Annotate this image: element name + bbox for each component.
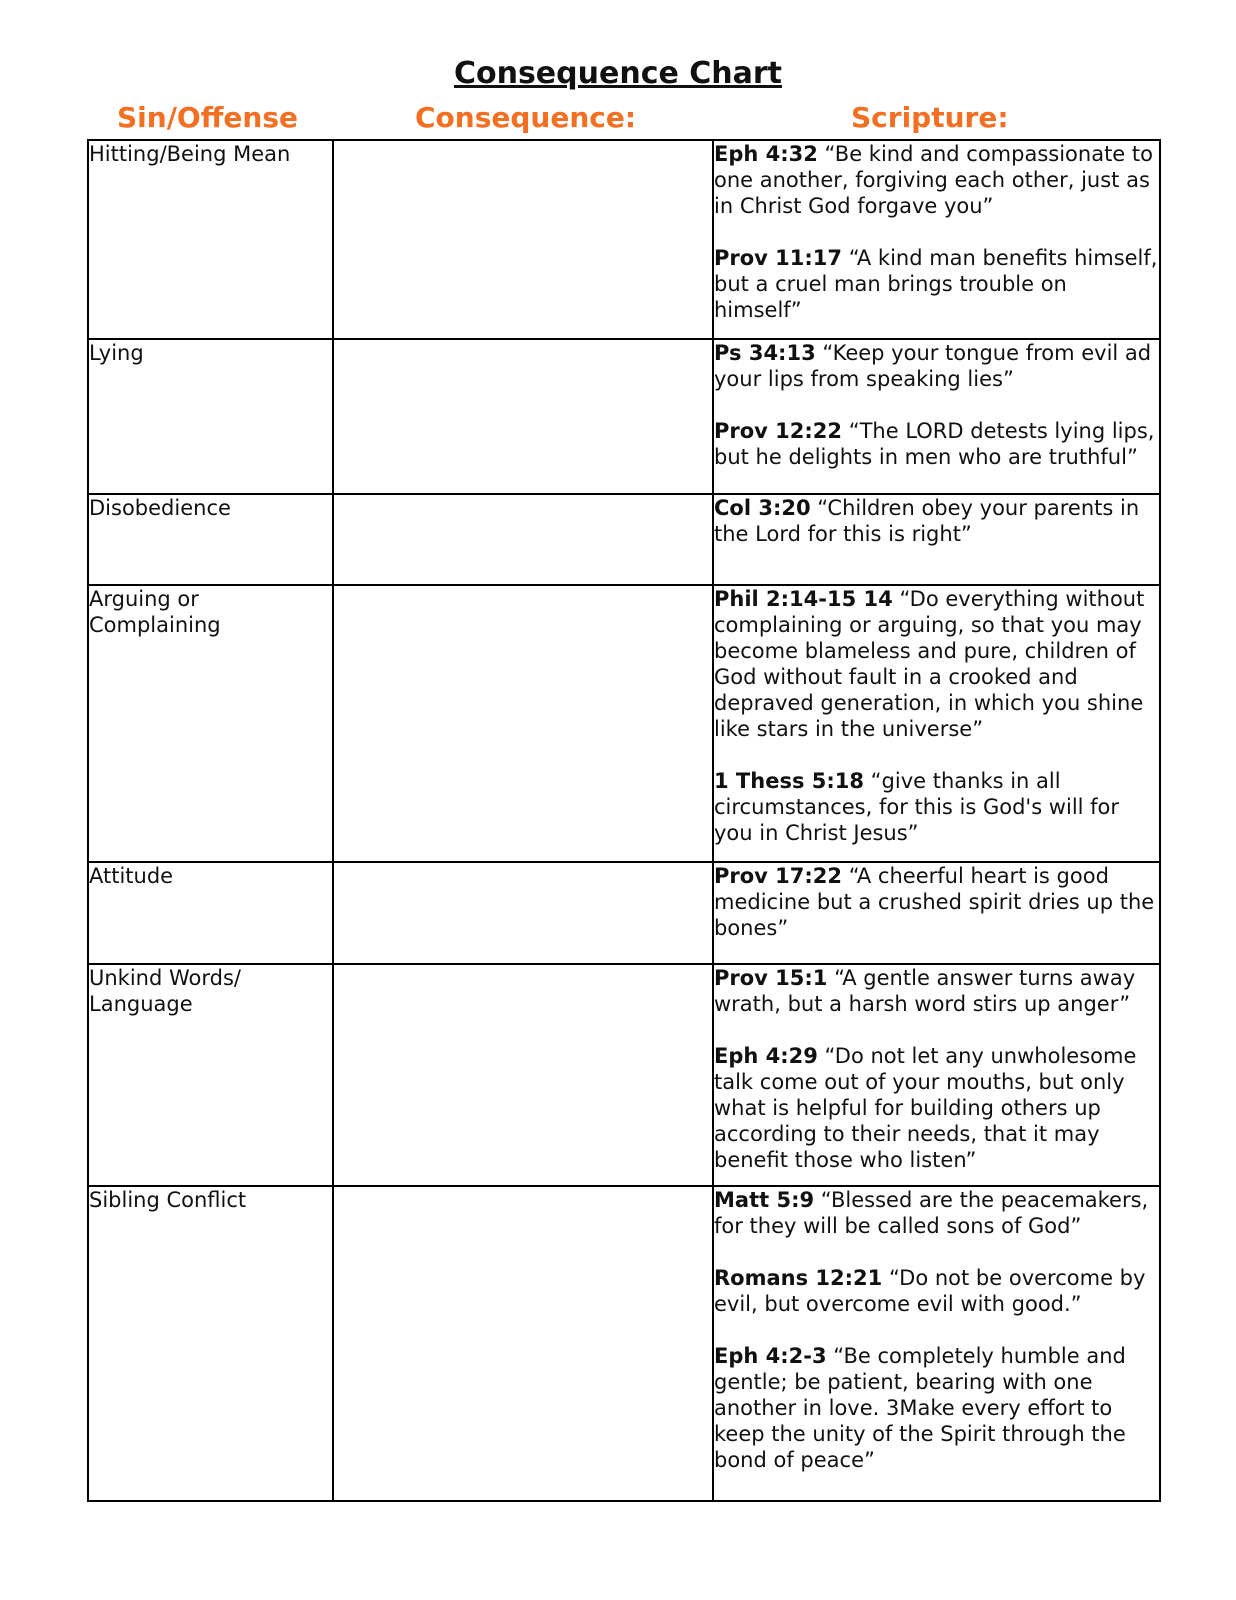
verse	[714, 1043, 1159, 1173]
column-headers	[88, 101, 1160, 139]
scripture-cell	[713, 494, 1160, 585]
verse-text: “Do not let any unwholesome talk come out of your mouths, but only what is helpful for building others up according to their needs, that it may benefit those who listen”	[714, 1044, 1137, 1172]
offense-cell: Arguing or Complaining	[88, 585, 333, 862]
verse-text: “Do everything without complaining or arguing, so that you may become blameless and pure, children of God without fault in a crooked and depraved generation, in which you shine like stars in the universe”	[714, 587, 1145, 741]
verse-text: “Do not be overcome by evil, but overcome evil with good.”	[714, 1266, 1146, 1316]
table-row	[88, 1186, 1160, 1501]
verse-text: “The LORD detests lying lips, but he delights in men who are truthful”	[714, 419, 1155, 469]
verse	[714, 863, 1159, 941]
offense-cell: Unkind Words/ Language	[88, 964, 333, 1186]
verse	[714, 965, 1159, 1017]
verse-reference: Ps 34:13	[714, 341, 816, 365]
scripture-cell	[713, 862, 1160, 964]
consequence-cell[interactable]	[333, 339, 713, 494]
verse-text: “Be completely humble and gentle; be patient, bearing with one another in love. 3Make every effort to keep the unity of the Spirit through the bond of peace”	[714, 1344, 1126, 1472]
verse	[714, 768, 1159, 846]
table-row	[88, 339, 1160, 494]
scripture-cell	[713, 964, 1160, 1186]
consequence-cell[interactable]	[333, 1186, 713, 1501]
verse-text: “Blessed are the peacemakers, for they will be called sons of God”	[714, 1188, 1149, 1238]
table-row	[88, 494, 1160, 585]
header-sin-offense: Sin/Offense	[117, 101, 298, 134]
verse-reference: Eph 4:32	[714, 142, 818, 166]
verse-text: “A kind man benefits himself, but a cruel man brings trouble on himself”	[714, 246, 1158, 322]
table-row	[88, 964, 1160, 1186]
scripture-cell	[713, 585, 1160, 862]
verse	[714, 586, 1159, 742]
verse	[714, 495, 1159, 547]
consequence-cell[interactable]	[333, 862, 713, 964]
verse-reference: Prov 11:17	[714, 246, 843, 270]
offense-cell: Hitting/Being Mean	[88, 140, 333, 339]
verse	[714, 418, 1159, 470]
verse-text: “Children obey your parents in the Lord for this is right”	[714, 496, 1140, 546]
verse-reference: Eph 4:29	[714, 1044, 818, 1068]
verse-reference: Prov 12:22	[714, 419, 843, 443]
verse-text: “give thanks in all circumstances, for this is God's will for you in Christ Jesus”	[714, 769, 1120, 845]
verse	[714, 1265, 1159, 1317]
verse-reference: Matt 5:9	[714, 1188, 815, 1212]
verse	[714, 245, 1159, 323]
verse-reference: Eph 4:2-3	[714, 1344, 827, 1368]
verse-reference: Col 3:20	[714, 496, 811, 520]
verse	[714, 1187, 1159, 1239]
consequence-cell[interactable]	[333, 964, 713, 1186]
offense-cell: Attitude	[88, 862, 333, 964]
header-scripture: Scripture:	[851, 101, 1009, 134]
scripture-cell	[713, 339, 1160, 494]
verse-text: “Keep your tongue from evil ad your lips from speaking lies”	[714, 341, 1152, 391]
table-row	[88, 862, 1160, 964]
header-consequence: Consequence:	[415, 101, 637, 134]
scripture-cell	[713, 1186, 1160, 1501]
verse	[714, 141, 1159, 219]
consequence-cell[interactable]	[333, 140, 713, 339]
page-title: Consequence Chart	[453, 56, 783, 91]
offense-cell: Disobedience	[88, 494, 333, 585]
verse-reference: Romans 12:21	[714, 1266, 883, 1290]
table-row	[88, 140, 1160, 339]
verse-text: “A cheerful heart is good medicine but a crushed spirit dries up the bones”	[714, 864, 1155, 940]
offense-cell: Lying	[88, 339, 333, 494]
verse	[714, 340, 1159, 392]
verse-text: “Be kind and compassionate to one another, forgiving each other, just as in Christ God forgave you”	[714, 142, 1153, 218]
verse	[714, 1343, 1159, 1473]
table-row	[88, 585, 1160, 862]
verse-reference: 1 Thess 5:18	[714, 769, 864, 793]
consequence-table	[87, 139, 1161, 1502]
verse-reference: Prov 15:1	[714, 966, 828, 990]
verse-text: “A gentle answer turns away wrath, but a harsh word stirs up anger”	[714, 966, 1136, 1016]
scripture-cell	[713, 140, 1160, 339]
consequence-cell[interactable]	[333, 494, 713, 585]
consequence-cell[interactable]	[333, 585, 713, 862]
offense-cell: Sibling Conflict	[88, 1186, 333, 1501]
verse-reference: Prov 17:22	[714, 864, 843, 888]
verse-reference: Phil 2:14-15 14	[714, 587, 893, 611]
